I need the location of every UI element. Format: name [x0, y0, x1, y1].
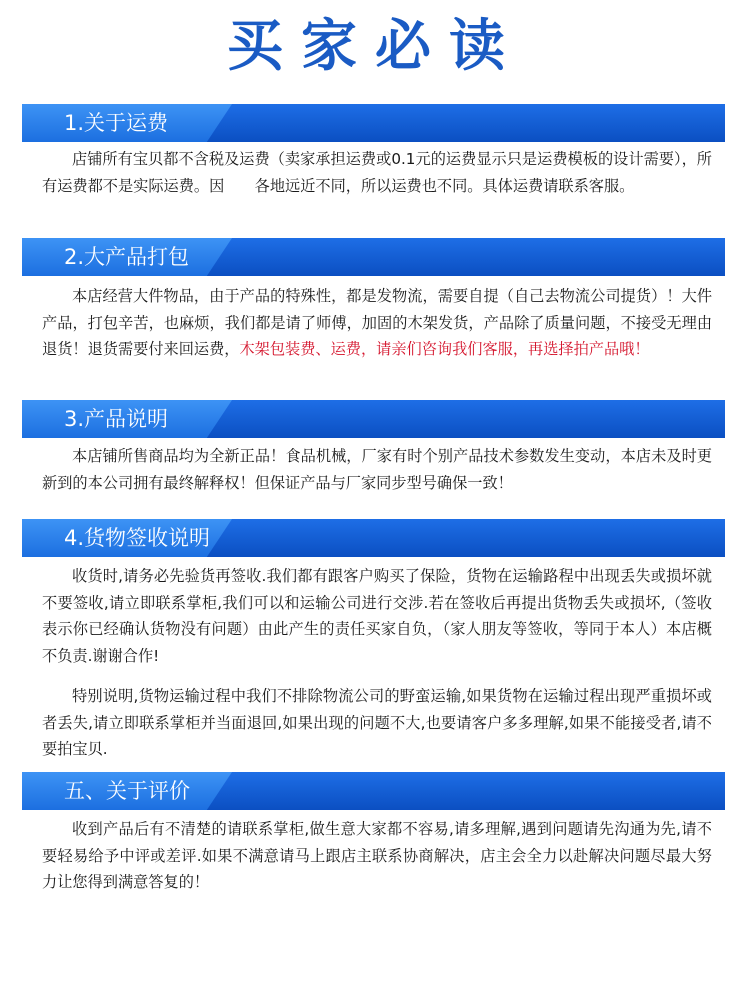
highlighted-text: 木架包装费、运费，请亲们咨询我们客服，再选择拍产品哦！ — [239, 340, 650, 358]
section-heading: 2.大产品打包 — [64, 245, 190, 269]
section-paragraph: 收到产品后有不清楚的请联系掌柜,做生意大家都不容易,请多理解,遇到问题请先沟通为先,请不要轻易给予中评或差评.如果不满意请马上跟店主联系协商解决，店主会全力以赴解决问题尽最大努力让您得到满意答复的！ — [42, 820, 712, 891]
section-heading: 3.产品说明 — [64, 407, 169, 431]
section-heading: 1.关于运费 — [64, 111, 169, 135]
section-paragraph — [42, 283, 712, 363]
section-heading: 五、关于评价 — [64, 779, 190, 803]
section-paragraph: 收货时,请务必先验货再签收.我们都有跟客户购买了保险，货物在运输路程中出现丢失或损坏就不要签收,请立即联系掌柜,我们可以和运输公司进行交涉.若在签收后再提出货物丢失或损坏,（签收表示你已经确认货物没有问题）由此产生的责任买家自负，（家人朋友等签收，等同于本人）本店概不负责.谢谢合作! — [42, 567, 712, 665]
section-header-receipt — [22, 519, 725, 557]
paragraph-text: 本店经营大件物品，由于产品的特殊性，都是发物流，需要自提（自己去物流公司提货）！大件产品，打包辛苦，也麻烦，我们都是请了师傅，加固的木架发货，产品除了质量问题，不接受无理由退货！退货需要付来回运费， — [42, 287, 712, 358]
section-paragraph: 本店铺所售商品均为全新正品！食品机械，厂家有时个别产品技术参数发生变动，本店未及时更新到的本公司拥有最终解释权！但保证产品与厂家同步型号确保一致！ — [42, 447, 712, 492]
page-title: 买家必读 — [227, 14, 523, 79]
section-header-product-info — [22, 400, 725, 438]
section-paragraph: 店铺所有宝贝都不含税及运费（卖家承担运费或0.1元的运费显示只是运费模板的设计需要），所有运费都不是实际运费。因 各地远近不同，所以运费也不同。具体运费请联系客服。 — [42, 150, 712, 195]
section-heading: 4.货物签收说明 — [64, 526, 211, 550]
section-header-reviews — [22, 772, 725, 810]
section-header-packaging — [22, 238, 725, 276]
section-paragraph: 特别说明,货物运输过程中我们不排除物流公司的野蛮运输,如果货物在运输过程出现严重损坏或者丢失,请立即联系掌柜并当面退回,如果出现的问题不大,也要请客户多多理解,如果不能接受者,请不要拍宝贝. — [42, 687, 712, 758]
section-header-shipping — [22, 104, 725, 142]
